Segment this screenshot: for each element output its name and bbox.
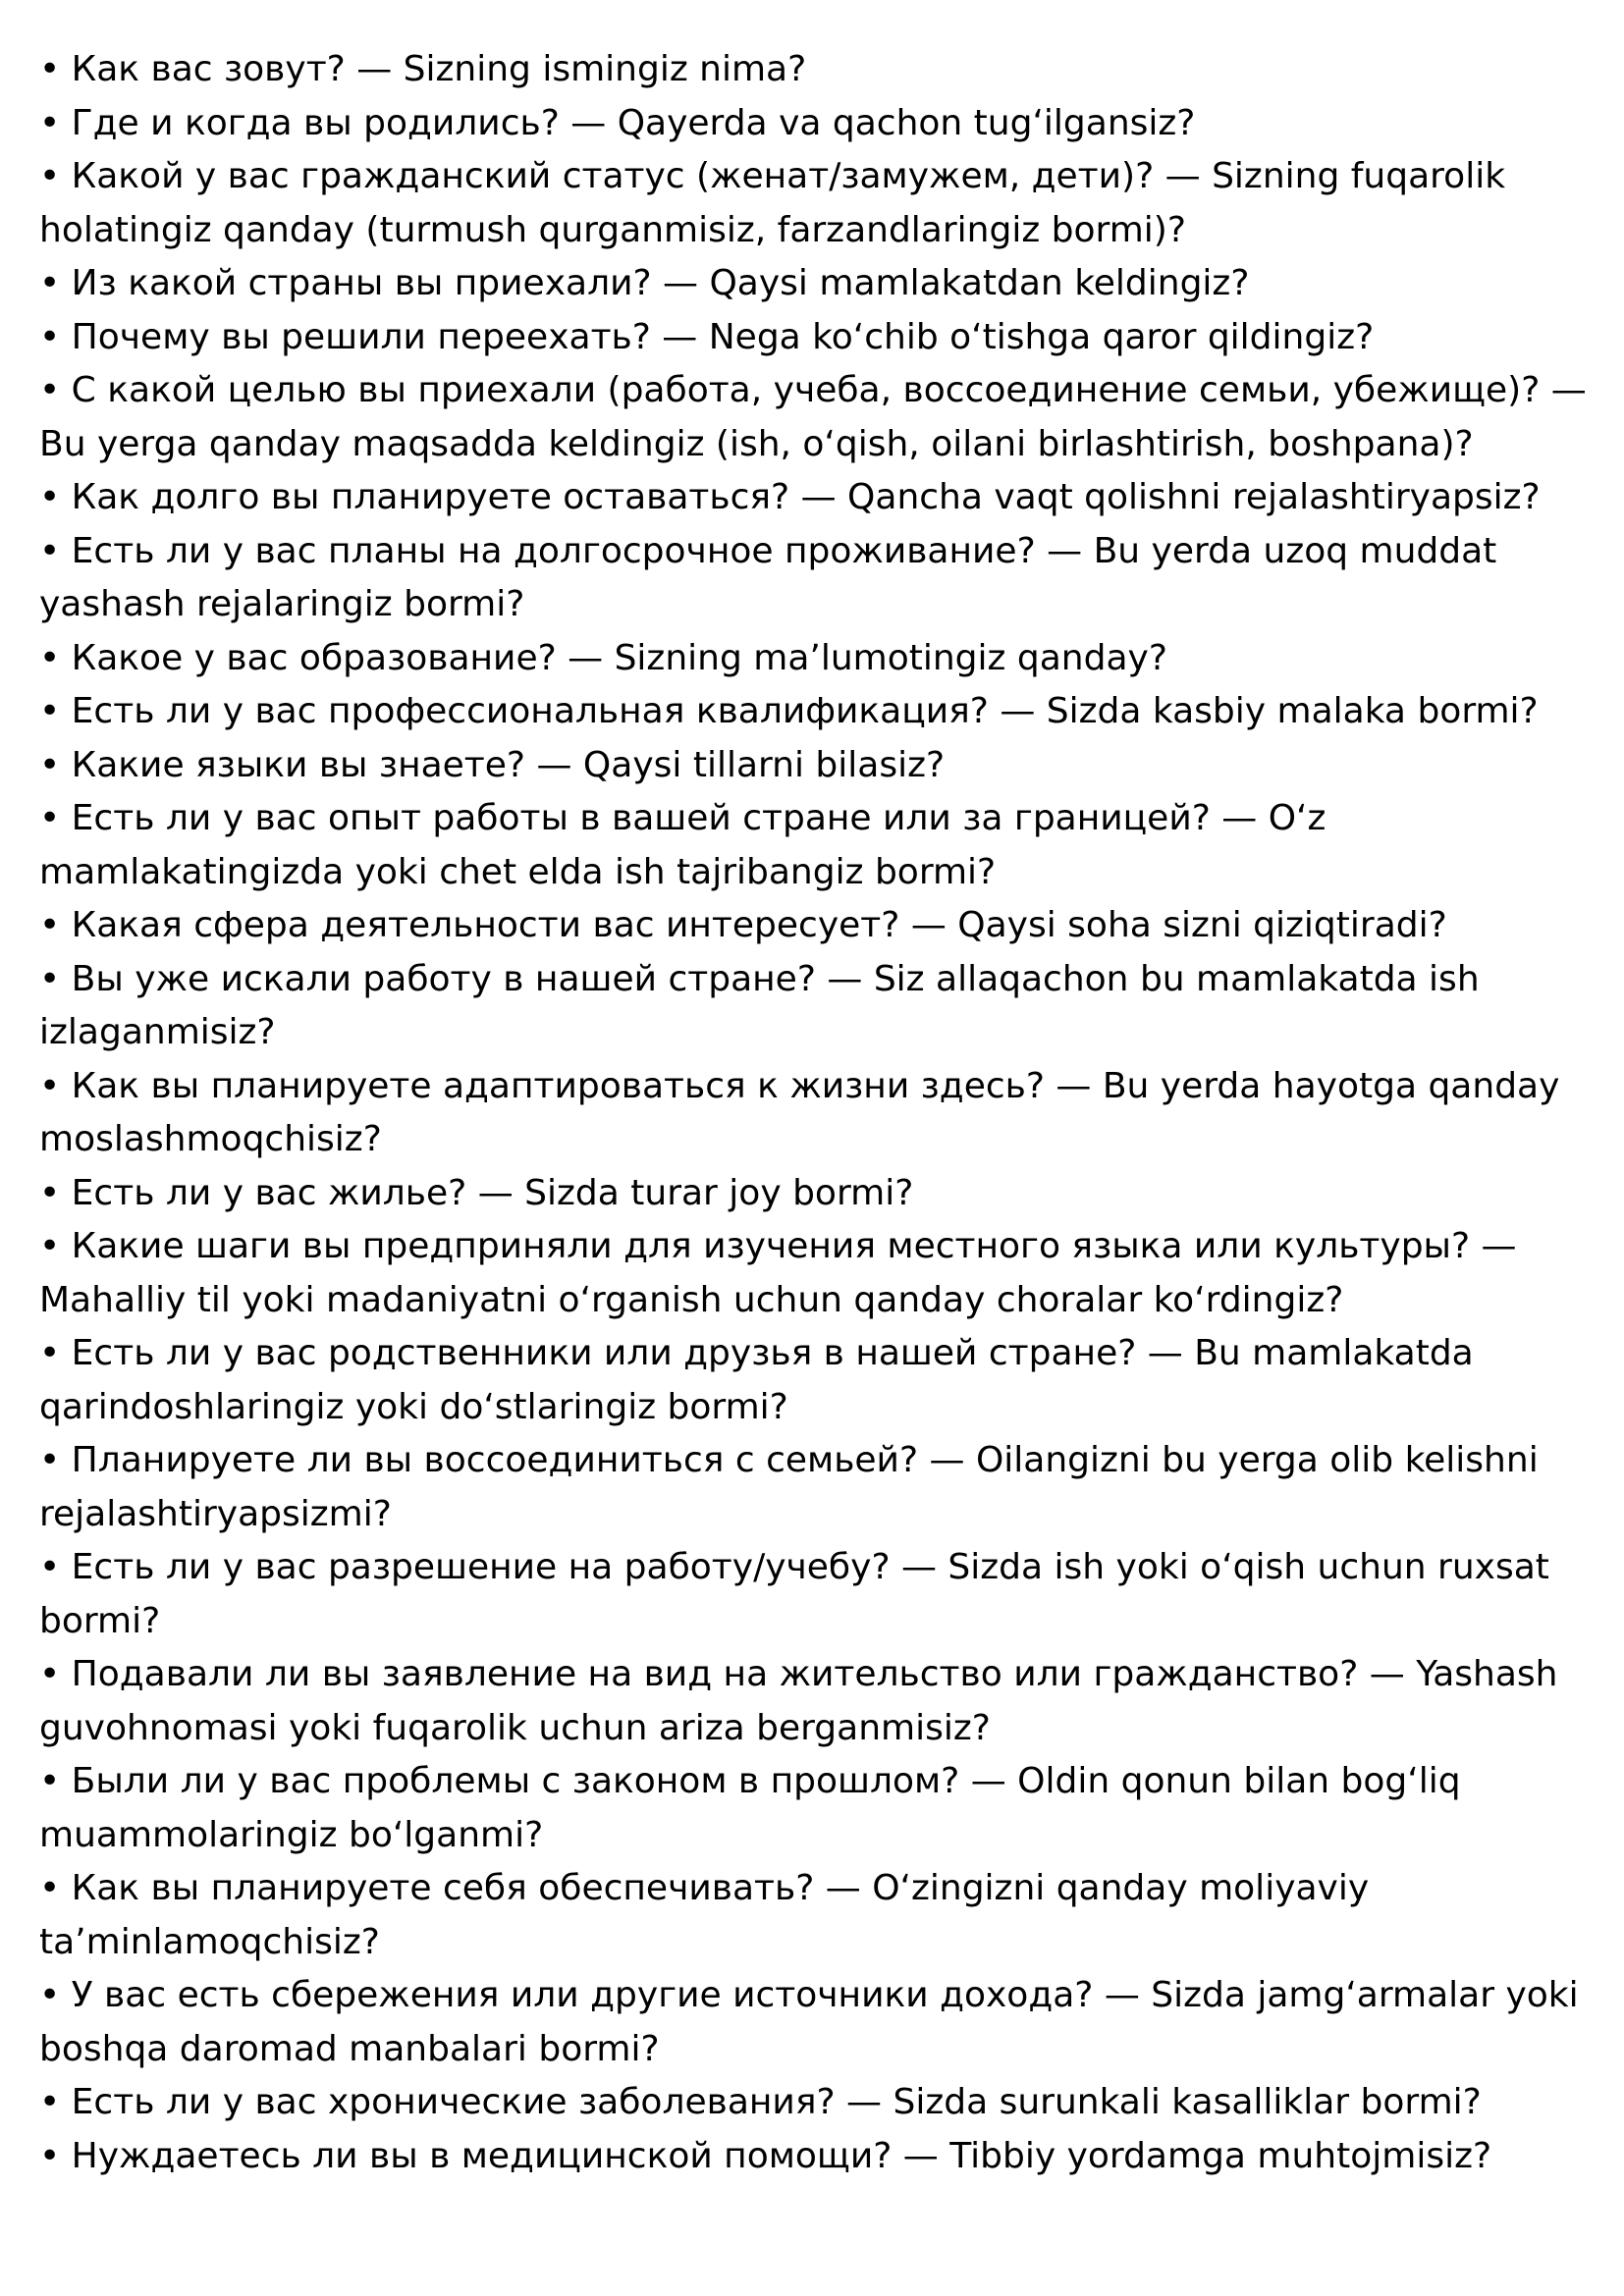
question-item: • Какая сфера деятельности вас интересует? — Qaysi soha sizni qiziqtiradi?	[39, 905, 1447, 945]
question-item: • Какое у вас образование? — Sizning maʼlumotingiz qanday?	[39, 637, 1167, 678]
question-item: • Почему вы решили переехать? — Nega koʻchib oʻtishga qaror qildingiz?	[39, 316, 1375, 357]
question-item: • Как вы планируете себя обеспечивать? — Oʻzingizni qanday moliyaviy taʼminlamoqchisiz?	[39, 1868, 1370, 1962]
question-item: • Есть ли у вас профессиональная квалификация? — Sizda kasbiy malaka bormi?	[39, 691, 1539, 731]
question-item: • Где и когда вы родились? — Qayerda va qachon tugʻilgansiz?	[39, 102, 1196, 143]
question-item: • Какие языки вы знаете? — Qaysi tillarni bilasiz?	[39, 744, 946, 785]
question-item: • Подавали ли вы заявление на вид на жительство или гражданство? — Yashash guvohnomasi yoki fuqarolik uchun ariza berganmisiz?	[39, 1654, 1558, 1748]
question-item: • С какой целью вы приехали (работа, учеба, воссоединение семьи, убежище)? — Bu yerga qanday maqsadda keldingiz (ish, oʻqish, oilani birlashtirish, boshpana)?	[39, 370, 1587, 464]
question-item: • Есть ли у вас родственники или друзья в нашей стране? — Bu mamlakatda qarindoshlaringiz yoki doʻstlaringiz bormi?	[39, 1333, 1474, 1427]
question-item: • Есть ли у вас хронические заболевания? — Sizda surunkali kasalliklar bormi?	[39, 2082, 1482, 2122]
question-item: • Как долго вы планируете оставаться? — Qancha vaqt qolishni rejalashtiryapsiz?	[39, 477, 1541, 517]
question-item: • Есть ли у вас опыт работы в вашей стране или за границей? — Oʻz mamlakatingizda yoki chet elda ish tajribangiz bormi?	[39, 798, 1326, 892]
question-item: • Как вы планируете адаптироваться к жизни здесь? — Bu yerda hayotga qanday moslashmoqchisiz?	[39, 1065, 1560, 1159]
question-item: • Были ли у вас проблемы с законом в прошлом? — Oldin qonun bilan bogʻliq muammolaringiz boʻlganmi?	[39, 1761, 1461, 1855]
question-item: • Какой у вас гражданский статус (женат/замужем, дети)? — Sizning fuqarolik holatingiz qanday (turmush qurganmisiz, farzandlaringiz bormi)?	[39, 156, 1506, 250]
question-item: • Есть ли у вас планы на долгосрочное проживание? — Bu yerda uzoq muddat yashash rejalaringiz bormi?	[39, 530, 1497, 624]
question-item: • Планируете ли вы воссоединиться с семьей? — Oilangizni bu yerga olib kelishni rejalashtiryapsizmi?	[39, 1440, 1539, 1534]
question-item: • Вы уже искали работу в нашей стране? — Siz allaqachon bu mamlakatda ish izlaganmisiz?	[39, 958, 1480, 1052]
question-item: • Нуждаетесь ли вы в медицинской помощи? — Tibbiy yordamga muhtojmisiz?	[39, 2135, 1492, 2176]
question-item: • Из какой страны вы приехали? — Qaysi mamlakatdan keldingiz?	[39, 263, 1250, 303]
question-item: • Есть ли у вас разрешение на работу/учебу? — Sizda ish yoki oʻqish uchun ruxsat bormi?	[39, 1547, 1549, 1641]
question-item: • У вас есть сбережения или другие источники дохода? — Sizda jamgʻarmalar yoki boshqa daromad manbalari bormi?	[39, 1975, 1579, 2069]
question-item: • Как вас зовут? — Sizning ismingiz nima?	[39, 49, 807, 89]
question-list	[39, 43, 1591, 2183]
question-item: • Есть ли у вас жилье? — Sizda turar joy bormi?	[39, 1172, 914, 1213]
question-item: • Какие шаги вы предприняли для изучения местного языка или культуры? — Mahalliy til yoki madaniyatni oʻrganish uchun qanday choralar koʻrdingiz?	[39, 1226, 1517, 1320]
